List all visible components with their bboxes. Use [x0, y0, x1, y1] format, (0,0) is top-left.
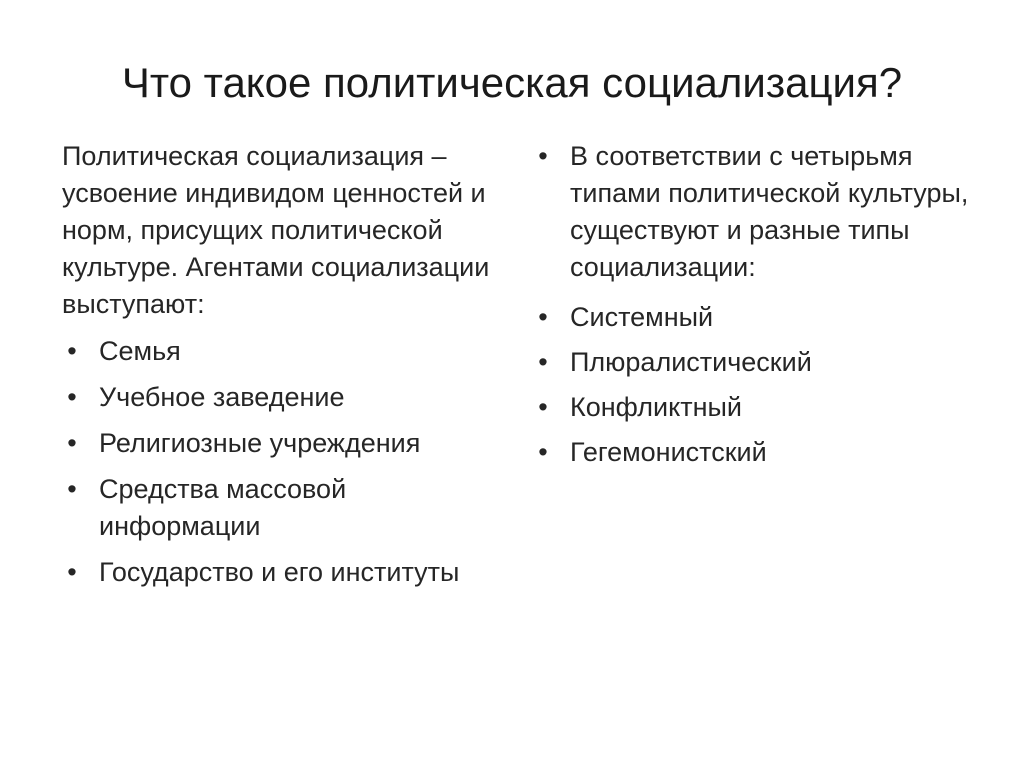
bullet-icon: •: [67, 336, 77, 366]
list-item-label: Религиозные учреждения: [99, 428, 421, 458]
list-item-label: Системный: [570, 302, 714, 332]
list-item: [62, 554, 502, 591]
bullet-icon: •: [538, 437, 548, 467]
list-item-label: Конфликтный: [570, 392, 742, 422]
bullet-icon: •: [538, 392, 548, 422]
bullet-icon: •: [67, 428, 77, 458]
list-item-label: Семья: [99, 336, 181, 366]
bullet-icon: •: [67, 382, 77, 412]
bullet-icon: •: [538, 302, 548, 332]
right-column: [533, 138, 973, 479]
socialization-types-list: [533, 138, 973, 471]
list-item: [62, 471, 502, 545]
bullet-icon: •: [538, 347, 548, 377]
bullet-icon: •: [538, 141, 548, 171]
list-item-label: Средства массовой информации: [99, 474, 347, 541]
list-item: [62, 425, 502, 462]
list-item: [62, 379, 502, 416]
list-item-label: В соответствии с четырьмя типами политической культуры, существуют и разные типы социализации:: [570, 141, 969, 282]
list-item: [533, 299, 973, 336]
list-item-label: Плюралистический: [570, 347, 812, 377]
list-item: [533, 138, 973, 286]
list-item: [533, 344, 973, 381]
bullet-icon: •: [67, 557, 77, 587]
left-column: [62, 138, 502, 600]
list-item: [533, 434, 973, 471]
definition-text: Политическая социализация – усвоение индивидом ценностей и норм, присущих политической культуре. Агентами социализации выступают:: [62, 141, 490, 319]
list-item: [62, 333, 502, 370]
agents-list: [62, 333, 502, 591]
list-item-label: Государство и его институты: [99, 557, 460, 587]
list-item: [533, 389, 973, 426]
slide-title: Что такое политическая социализация?: [121, 59, 903, 106]
list-item-label: Учебное заведение: [99, 382, 345, 412]
bullet-icon: •: [67, 474, 77, 504]
list-item-label: Гегемонистский: [570, 437, 767, 467]
